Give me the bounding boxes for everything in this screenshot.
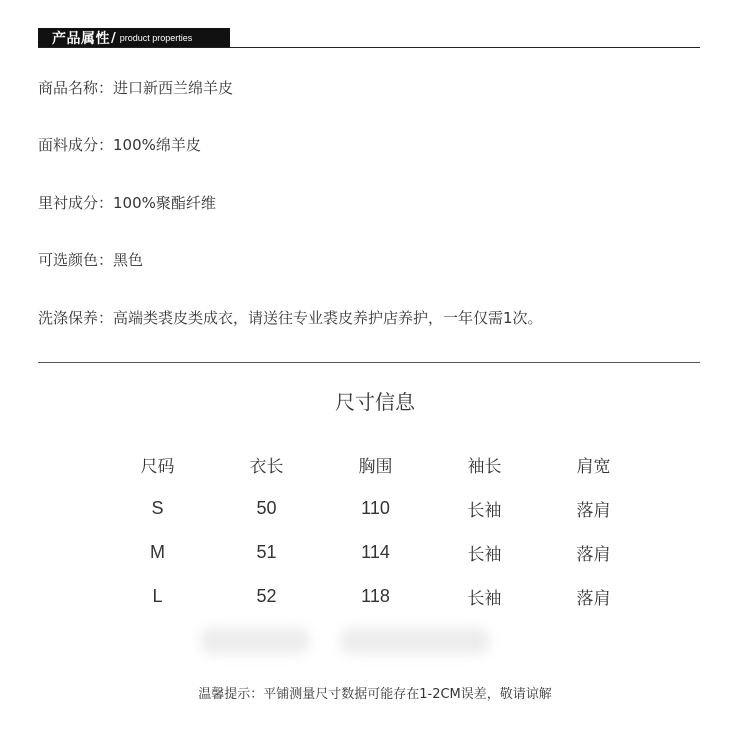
size-table-row (103, 530, 648, 574)
property-label: 面料成分： (38, 136, 114, 154)
size-header-cell: 尺码 (140, 456, 175, 477)
size-header-cell: 肩宽 (576, 456, 611, 477)
property-label: 里衬成分： (38, 194, 114, 212)
size-cell-chest: 114 (361, 541, 390, 562)
property-label: 商品名称： (38, 79, 114, 97)
size-table-row (103, 574, 648, 618)
property-value: 黑色 (113, 251, 144, 269)
size-cell-shoulder: 落肩 (576, 588, 611, 609)
property-value: 进口新西兰绵羊皮 (113, 79, 234, 97)
size-cell-size: S (151, 497, 164, 518)
size-cell-chest: 110 (361, 497, 390, 518)
property-row-lining (38, 193, 216, 213)
size-info-title: 尺寸信息 (335, 390, 415, 414)
size-header-cell: 袖长 (467, 456, 502, 477)
property-value: 100%绵羊皮 (113, 136, 201, 154)
faint-smudge (340, 628, 490, 654)
size-cell-sleeve: 长袖 (467, 588, 502, 609)
size-cell-chest: 118 (361, 585, 390, 606)
size-cell-length: 51 (256, 541, 277, 562)
section-header-slash: / (111, 30, 116, 46)
size-cell-length: 50 (256, 497, 277, 518)
property-label: 洗涤保养： (38, 309, 114, 327)
size-table-row (103, 486, 648, 530)
property-row-care (38, 308, 543, 328)
size-header-cell: 衣长 (249, 456, 284, 477)
size-cell-shoulder: 落肩 (576, 544, 611, 565)
property-row-fabric (38, 135, 201, 155)
property-row-color (38, 250, 143, 270)
size-header-cell: 胸围 (358, 456, 393, 477)
header-divider (38, 47, 700, 48)
size-table-header-row (103, 442, 648, 486)
size-cell-shoulder: 落肩 (576, 500, 611, 521)
size-table (103, 442, 648, 618)
section-header-title-en: product properties (119, 33, 193, 43)
size-cell-sleeve: 长袖 (467, 500, 502, 521)
size-cell-sleeve: 长袖 (467, 544, 502, 565)
property-value: 高端类裘皮类成衣，请送往专业裘皮养护店养护，一年仅需1次。 (113, 309, 543, 327)
property-value: 100%聚酯纤维 (113, 194, 216, 212)
property-label: 可选颜色： (38, 251, 114, 269)
section-header-title-zh: 产品属性 (52, 31, 110, 47)
size-cell-length: 52 (256, 585, 277, 606)
section-divider (38, 362, 700, 363)
section-header-product-properties (38, 28, 230, 48)
size-cell-size: L (152, 585, 163, 606)
property-row-product-name (38, 78, 233, 98)
size-cell-size: M (150, 541, 165, 562)
faint-smudge (200, 628, 310, 654)
measurement-note: 温馨提示：平铺测量尺寸数据可能存在1-2CM误差，敬请谅解 (198, 687, 552, 702)
